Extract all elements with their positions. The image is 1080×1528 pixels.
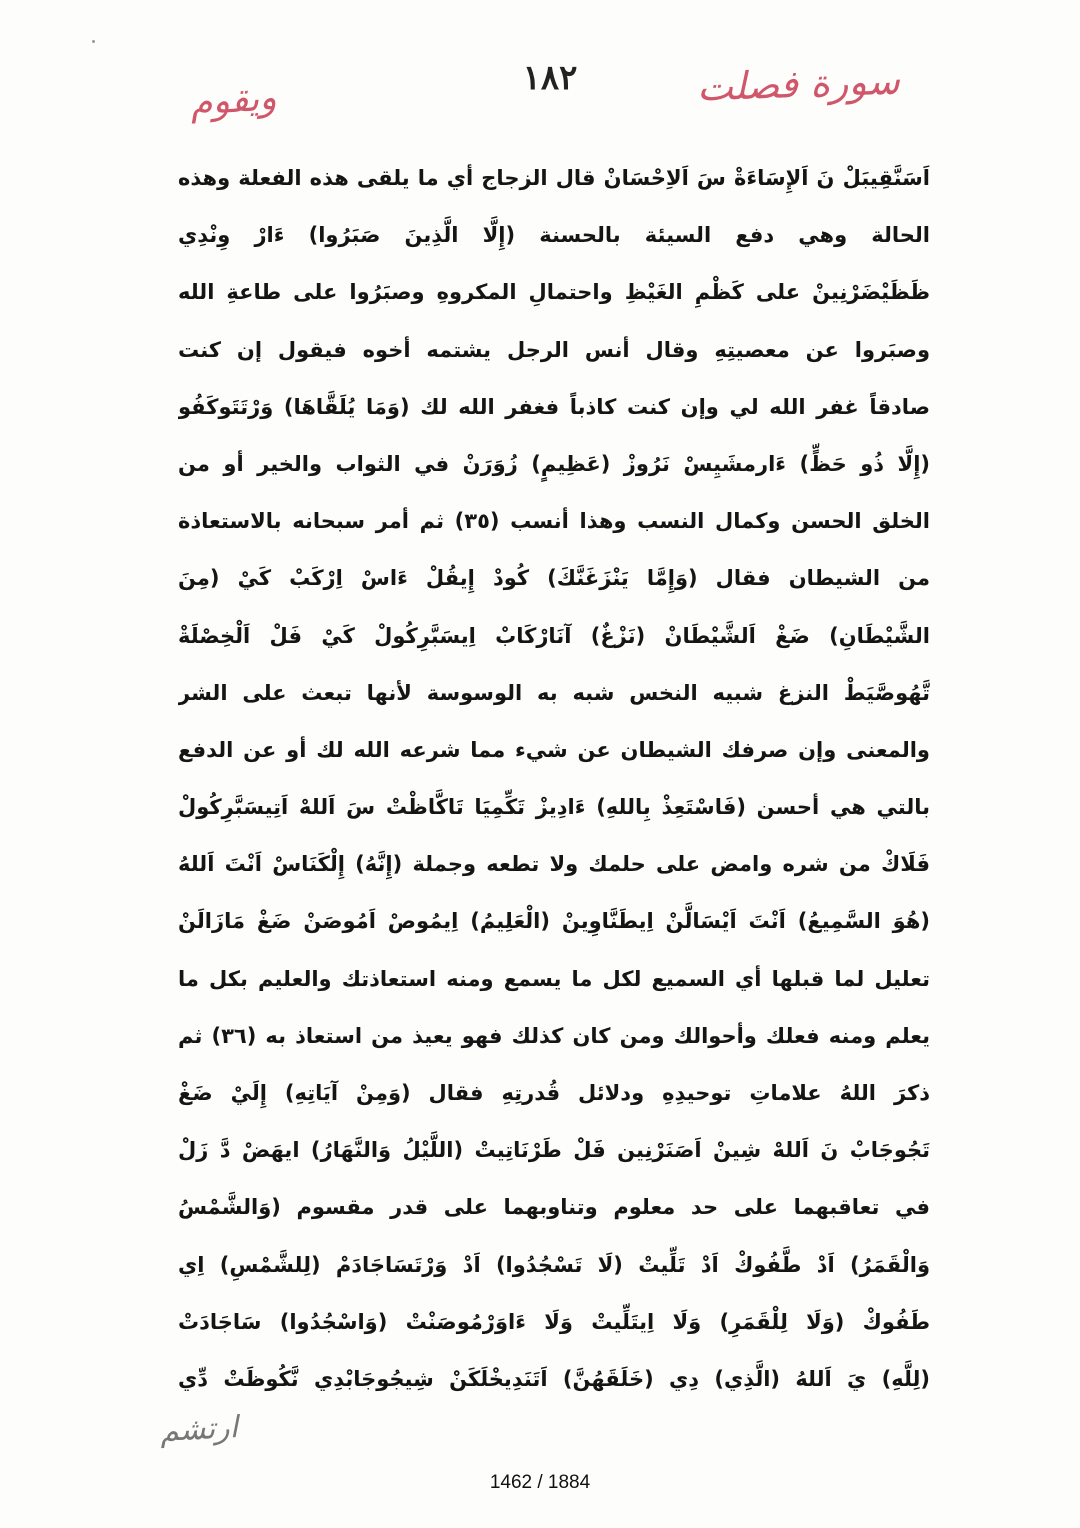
text-line: ذكرَ اللهُ علاماتِ توحيدِهِ ودلائل قُدرتِهِ فقال (وَمِنْ آيَاتِهِ) إِلَيْ ضَغْ [178, 1081, 930, 1105]
page-number: ١٨٢ [522, 58, 578, 98]
text-line: في تعاقبهما على حد معلوم وتناوبهما على قدر مقسوم (وَالشَّمْسُ [178, 1195, 930, 1220]
page-text-body [178, 150, 930, 1408]
text-line: الخلق الحسن وكمال النسب وهذا أنسب (٣٥) ثم أمر سبحانه بالاستعاذة [178, 509, 930, 534]
text-line: ظَظَيْضَرْنِينْ على كَظْمِ الغَيْظِ واحتمالِ المكروهِ وصبَرُوا على طاعةِ الله [178, 280, 930, 305]
page-counter: 1462 / 1884 [489, 1472, 591, 1493]
text-line: من الشيطان فقال (وَإِمَّا يَنْزَغَنَّكَ) كُودْ إِيقُلْ ءَاسْ اِرْكَبْ كَيْ (مِنَ [178, 566, 930, 591]
scan-speck [92, 40, 95, 43]
text-line: فَلَاكْ من شره وامض على حلمك ولا تطعه وجملة (إِنَّهُ) إِلْكَنَاسْ اَنْتَ اَللهُ [178, 852, 930, 877]
text-line: وَالْقَمَرُ) اَدْ طَّفُوكْ اَدْ تَلِّيتْ (لَا تَسْجُدُوا) اَدْ وَرْتَسَاجَادَمْ (لِلشَّمْسِ) اِي [178, 1252, 930, 1277]
text-line: تعليل لما قبلها أي السميع لكل ما يسمع ومنه استعاذتك والعليم بكل ما [178, 966, 930, 991]
text-line: وصبَروا عن معصيتِهِ وقال أنس الرجل يشتمه أخوه فيقول إن كنت [178, 337, 930, 362]
text-line: (هُوَ السَّمِيعُ) اَنْتَ اَيْسَالَّنْ اِيطَنَّاوِينْ (الْعَلِيمُ) اِيمُوصْ اَمُوصَنْ ضَغْ مَازَالَنْ [178, 909, 930, 934]
text-line: الحالة وهي دفع السيئة بالحسنة (إِلَّا الَّذِينَ صَبَرُوا) ءَارْ وِنْدِي [178, 223, 930, 248]
text-line: طَفُوكْ (وَلَا لِلْقَمَرِ) وَلَا اِيتَلِّيتْ وَلَا ءَاوَرْمُوصَنْتْ (وَاسْجُدُوا) سَاجَادَتْ [178, 1309, 930, 1334]
text-line: الشَّيْطَانِ) ضَغْ اَلشَّيْطَانْ (نَزْغٌ) آنَارْكَابْ اِيسَبَّرِكُولْ كَيْ فَلْ اَلْخِصْلَةْ [178, 623, 930, 648]
handwritten-bottom-annotation: ارتشم [159, 1409, 239, 1450]
text-line: اَسَنَّقِيبَلْ نَ اَلإِسَاءَةْ سَ اَلاِحْسَانْ قال الزجاج أي ما يلقى هذه الفعلة وهذه [178, 166, 930, 190]
text-line: (لِلَّهِ) يَ اَللهُ (الَّذِي) دِي (خَلَقَهُنَّ) اَتَنَدِيخْلَكَنْ شِيجُوجَابْدِي نَّكُوظَتْ دِّي [178, 1366, 930, 1391]
handwritten-surah-annotation: سورة فصلت [696, 58, 901, 110]
text-line: (إِلَّا ذُو حَظٍّ) ءَارمشَيِسْ نَرُوزْ (عَظِيمٍ) زُوَرَنْ في الثواب والخير أو من [178, 451, 930, 476]
text-line: بالتي هي أحسن (فَاسْتَعِذْ بِاللهِ) ءَادِيزْ تَكِّمِيَا تَاكَّاظْتْ سَ اَللهْ اَتِيسَبَّرِكُولْ [178, 795, 930, 820]
text-line: يعلم ومنه فعلك وأحوالك ومن كان كذلك فهو يعيذ من استعاذ به (٣٦) ثم [178, 1023, 930, 1048]
text-line: تَّهُوصَّيَطْ النزغ شبيه النخس شبه به الوسوسة لأنها تبعث على الشر [178, 680, 930, 705]
text-line: تَجُوجَابْ نَ اَللهْ شِينْ اَصَنَرْنِين فَلْ طَرْنَاتِيتْ (اللَّيْلُ وَالنَّهَارُ) ايهَضْ دَّ زَلْ [178, 1138, 930, 1163]
text-line: والمعنى وإن صرفك الشيطان عن شيء مما شرعه الله لك أو عن الدفع [178, 737, 930, 762]
handwritten-side-annotation: ويقوم [188, 77, 278, 124]
text-line: صادقاً غفر الله لي وإن كنت كاذباً فغفر الله لك (وَمَا يُلَقَّاهَا) وَرْتَتَوكَفُو [178, 394, 930, 419]
